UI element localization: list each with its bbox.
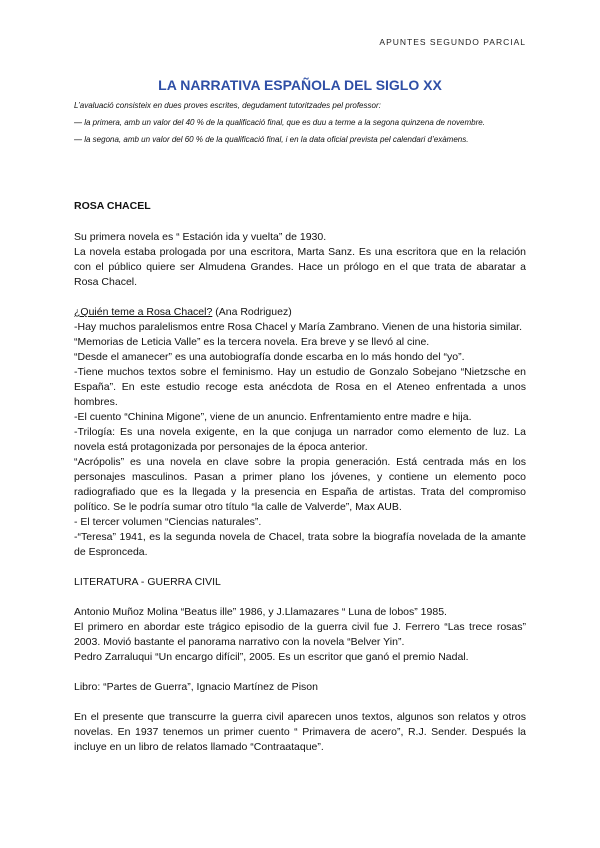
paragraph: En el presente que transcurre la guerra civil aparecen unos textos, algunos son relatos y otros novelas. En 1937 tenemos un primer cuento “ Primavera de acero”, R.J. Sender. Después la incluye en un libro de relatos llamado “Contraataque”. [74, 711, 526, 753]
page-title: LA NARRATIVA ESPAÑOLA DEL SIGLO XX [158, 77, 442, 93]
subheading [74, 305, 526, 320]
intro-block [74, 98, 530, 149]
list-item: -Hay muchos paralelismos entre Rosa Chacel y María Zambrano. Vienen de una historia similar. [74, 321, 523, 333]
intro-line: — la segona, amb un valor del 60 % de la qualificació final, i en la data oficial prevista pel calendari d’exàmens. [74, 135, 469, 144]
section-heading-guerra-civil: LITERATURA - GUERRA CIVIL [74, 576, 221, 588]
paragraph: Pedro Zarraluqui “Un encargo difícil”, 2005. Es un escritor que ganó el premio Nadal. [74, 651, 469, 663]
paragraph: La novela estaba prologada por una escritora, Marta Sanz. Es una escritora que en la relación con el público quiere ser Almudena Grandes. Hace un prólogo en el que trata de abaratar a Rosa Chacel. [74, 246, 526, 288]
list-item: -Tiene muchos textos sobre el feminismo. Hay un estudio de Gonzalo Sobejano “Nietzsche en España”. En este estudio recoge esta anécdota de Rosa en el Ateneo enfrentada a unos hombres. [74, 366, 526, 408]
list-item: -“Teresa” 1941, es la segunda novela de Chacel, trata sobre la biografía novelada de la amante de Espronceda. [74, 531, 526, 558]
list-item: “Memorias de Leticia Valle” es la tercera novela. Era breve y se llevó al cine. [74, 336, 430, 348]
running-header: APUNTES SEGUNDO PARCIAL [379, 37, 526, 47]
list-item: “Acrópolis” es una novela en clave sobre la propia generación. Está centrada más en los personajes masculinos. Pasan a primer plano los jóvenes, y contiene un elemento poco radiografiado que es la llegada y la presencia en España de artistas. Trata del compromiso político. Se le podría sumar otro título “la calle de Valverde”, Max AUB. [74, 456, 526, 513]
paragraph: El primero en abordar este trágico episodio de la guerra civil fue J. Ferrero “Las trece rosas” 2003. Movió bastante el panorama narrativo con la novela “Belver Yin”. [74, 621, 526, 648]
subheading-link: ¿Quién teme a Rosa Chacel? [74, 306, 213, 318]
intro-line: — la primera, amb un valor del 40 % de la qualificació final, que es duu a terme a la segona quinzena de novembre. [74, 118, 485, 127]
list-item: -Trilogía: Es una novela exigente, en la que conjuga un narrador como elemento de luz. La novela está protagonizada por personajes de la época anterior. [74, 426, 526, 453]
list-item: -El cuento “Chinina Migone”, viene de un anuncio. Enfrentamiento entre madre e hija. [74, 411, 472, 423]
document-body [74, 199, 526, 755]
section-heading-rosa-chacel: ROSA CHACEL [74, 200, 151, 212]
subheading-author: (Ana Rodriguez) [212, 306, 292, 318]
book-reference: Libro: “Partes de Guerra”, Ignacio Martínez de Pison [74, 681, 318, 693]
paragraph: Antonio Muñoz Molina “Beatus ille” 1986, y J.Llamazares “ Luna de lobos” 1985. [74, 606, 447, 618]
intro-line: L’avaluació consisteix en dues proves escrites, degudament tutoritzades pel professor: [74, 101, 381, 110]
list-item: “Desde el amanecer” es una autobiografía donde escarba en lo más hondo del “yo”. [74, 351, 465, 363]
list-item: - El tercer volumen “Ciencias naturales”. [74, 516, 262, 528]
paragraph: Su primera novela es “ Estación ida y vuelta” de 1930. [74, 231, 327, 243]
